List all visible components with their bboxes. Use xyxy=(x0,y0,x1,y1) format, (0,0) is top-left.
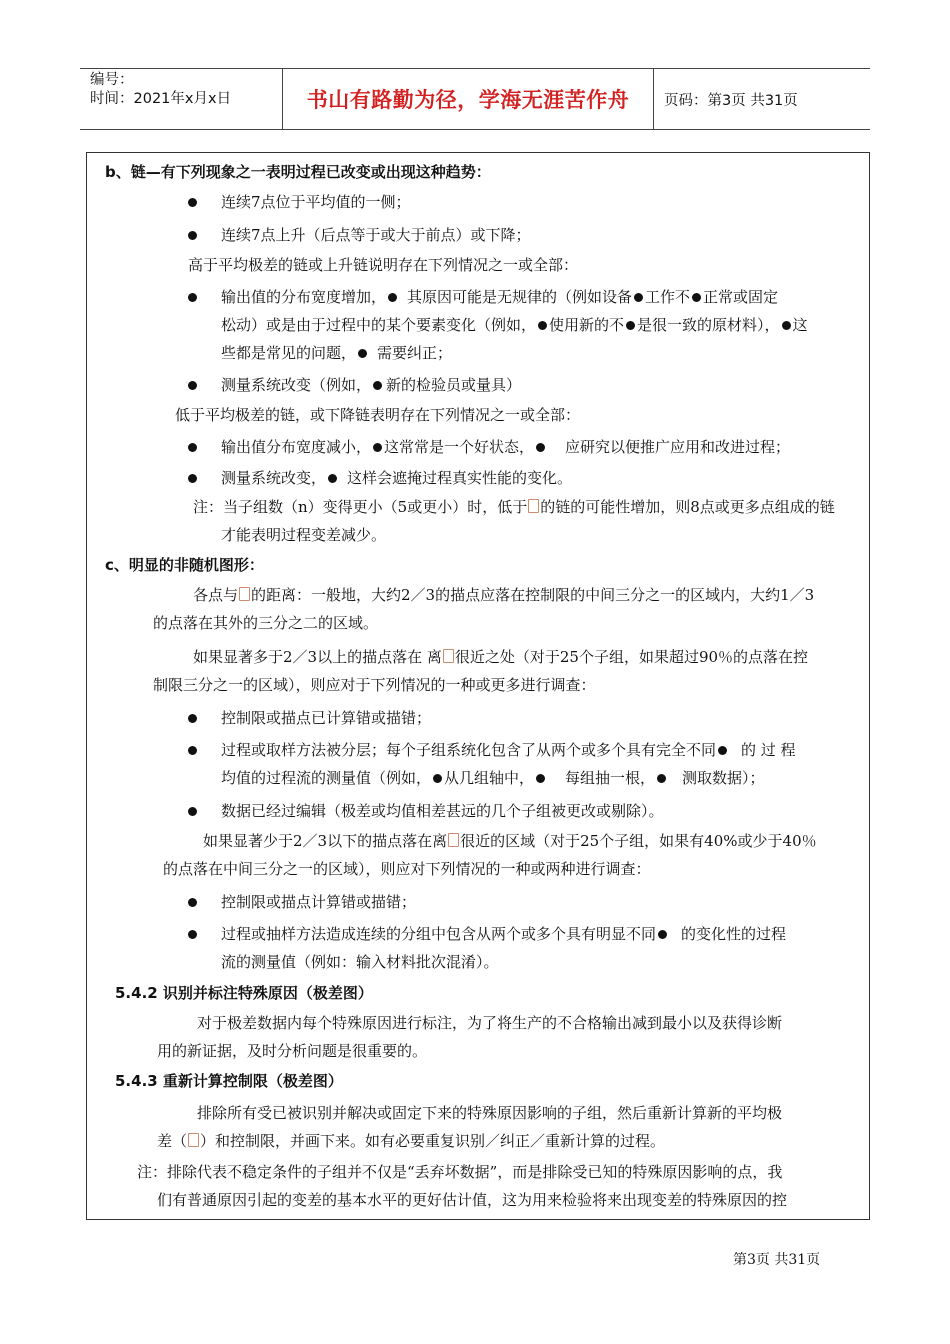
paragraph-cont: 差（ ）和控制限，并画下来。如有必要重复识别／纠正／重新计算的过程。 xyxy=(157,1132,666,1150)
bullet-icon xyxy=(626,321,635,330)
paragraph: 高于平均极差的链或上升链说明存在下列情况之一或全部： xyxy=(188,256,579,274)
paragraph: 如果显著多于2／3以上的描点落在 离 很近之处（对于25个子组，如果超过90％的点落在控 xyxy=(193,648,809,666)
bullet-icon xyxy=(433,774,442,783)
bullet-icon xyxy=(188,746,197,755)
formula-image-icon xyxy=(528,499,539,513)
list-item: 连续7点上升（后点等于或大于前点）或下降； xyxy=(221,226,531,244)
bullet-icon xyxy=(536,443,545,452)
list-item: 输出值分布宽度减小， 这常常是一个好状态， 应研究以便推广应用和改进过程； xyxy=(221,438,791,456)
bullet-icon xyxy=(658,930,667,939)
list-item: 过程或取样方法被分层；每个子组系统化包含了从两个或多个具有完全不同 的 过 程 xyxy=(221,741,796,759)
formula-image-icon xyxy=(188,1133,199,1147)
paragraph-cont: 用的新证据，及时分析问题是很重要的。 xyxy=(157,1042,428,1060)
paragraph: 如果显著少于2／3以下的描点落在离 很近的区域（对于25个子组，如果有40%或少于40％ xyxy=(203,832,817,850)
paragraph-cont: 制限三分之一的区域），则应对于下列情况的一种或更多进行调查： xyxy=(153,676,596,694)
document-date: 时间：2021年x月x日 xyxy=(90,91,232,107)
list-item-cont: 均值的过程流的测量值（例如， 从几组轴中， 每组抽一根， 测取数据）； xyxy=(221,769,765,787)
bullet-icon xyxy=(188,231,197,240)
list-item: 过程或抽样方法造成连续的分组中包含从两个或多个具有明显不同 的变化性的过程 xyxy=(221,925,787,943)
bullet-icon xyxy=(538,321,547,330)
bullet-icon xyxy=(188,714,197,723)
paragraph: 各点与 的距离：一般地，大约2／3的描点应落在控制限的中间三分之一的区域内，大约1／3 xyxy=(193,586,815,604)
list-item-cont: 些都是常见的问题， 需要纠正； xyxy=(221,344,453,362)
bullet-icon xyxy=(188,198,197,207)
section-543-title: 5.4.3 重新计算控制限（极差图） xyxy=(115,1072,343,1090)
formula-image-icon xyxy=(239,587,250,601)
bullet-icon xyxy=(373,381,382,390)
list-item: 输出值的分布宽度增加， 其原因可能是无规律的（例如设备 工作不 正常或固定 xyxy=(221,288,779,306)
bullet-icon xyxy=(657,774,666,783)
formula-image-icon xyxy=(448,833,459,847)
header-page-number: 页码：第3页 共31页 xyxy=(664,92,798,109)
list-item-cont: 流的测量值（例如：输入材料批次混淆）。 xyxy=(221,953,499,971)
bullet-icon xyxy=(188,293,197,302)
content-box xyxy=(86,152,870,1220)
section-c-title: c、明显的非随机图形： xyxy=(105,556,264,574)
bullet-icon xyxy=(692,293,701,302)
bullet-icon xyxy=(188,807,197,816)
list-item: 测量系统改变， 这样会遮掩过程真实性能的变化。 xyxy=(221,469,573,487)
bullet-icon xyxy=(188,474,197,483)
section-542-title: 5.4.2 识别并标注特殊原因（极差图） xyxy=(115,984,373,1002)
bullet-icon xyxy=(718,746,727,755)
list-item: 连续7点位于平均值的一侧； xyxy=(221,193,411,211)
paragraph: 对于极差数据内每个特殊原因进行标注，为了将生产的不合格输出减到最小以及获得诊断 xyxy=(197,1014,783,1032)
paragraph-cont: 的点落在中间三分之一的区域），则应对下列情况的一种或两种进行调查： xyxy=(163,860,651,878)
bullet-icon xyxy=(536,774,545,783)
section-b-title: b、链—有下列现象之一表明过程已改变或出现这种趋势： xyxy=(105,163,491,181)
paragraph-cont: 的点落在其外的三分之二的区域。 xyxy=(153,614,379,632)
note: 注：排除代表不稳定条件的子组并不仅是“丢弃坏数据”，而是排除受已知的特殊原因影响的点，我 xyxy=(137,1163,783,1181)
note-cont: 们有普通原因引起的变差的基本水平的更好估计值，这为用来检验将来出现变差的特殊原因的控 xyxy=(157,1191,788,1209)
bullet-icon xyxy=(373,443,382,452)
list-item: 控制限或描点已计算错或描错； xyxy=(221,709,432,727)
paragraph: 排除所有受已被识别并解决或固定下来的特殊原因影响的子组，然后重新计算新的平均极 xyxy=(197,1104,783,1122)
bullet-icon xyxy=(358,349,367,358)
note: 注：当子组数（n）变得更小（5或更小）时，低于 的链的可能性增加，则8点或更多点组成的链 xyxy=(193,498,835,516)
bullet-icon xyxy=(188,381,197,390)
bullet-icon xyxy=(188,898,197,907)
header-meta xyxy=(80,69,282,129)
paragraph: 低于平均极差的链，或下降链表明存在下列情况之一或全部： xyxy=(175,406,581,424)
list-item: 控制限或描点计算错或描错； xyxy=(221,893,417,911)
header-motto: 书山有路勤为径，学海无涯苦作舟 xyxy=(282,69,654,129)
page-footer: 第3页 共31页 xyxy=(733,1252,821,1268)
bullet-icon xyxy=(782,321,791,330)
list-item: 数据已经过编辑（极差或均值相差甚远的几个子组被更改或剔除）。 xyxy=(221,802,664,820)
bullet-icon xyxy=(634,293,643,302)
list-item-cont: 松动）或是由于过程中的某个要素变化（例如， 使用新的不 是很一致的原材料）， 这 xyxy=(221,316,808,334)
bullet-icon xyxy=(388,293,397,302)
page-header xyxy=(80,68,870,130)
document-number: 编号： xyxy=(90,72,134,88)
note-cont: 才能表明过程变差减少。 xyxy=(221,526,387,544)
bullet-icon xyxy=(188,443,197,452)
formula-image-icon xyxy=(443,649,454,663)
list-item: 测量系统改变（例如， 新的检验员或量具） xyxy=(221,376,522,394)
bullet-icon xyxy=(188,930,197,939)
bullet-icon xyxy=(328,474,337,483)
